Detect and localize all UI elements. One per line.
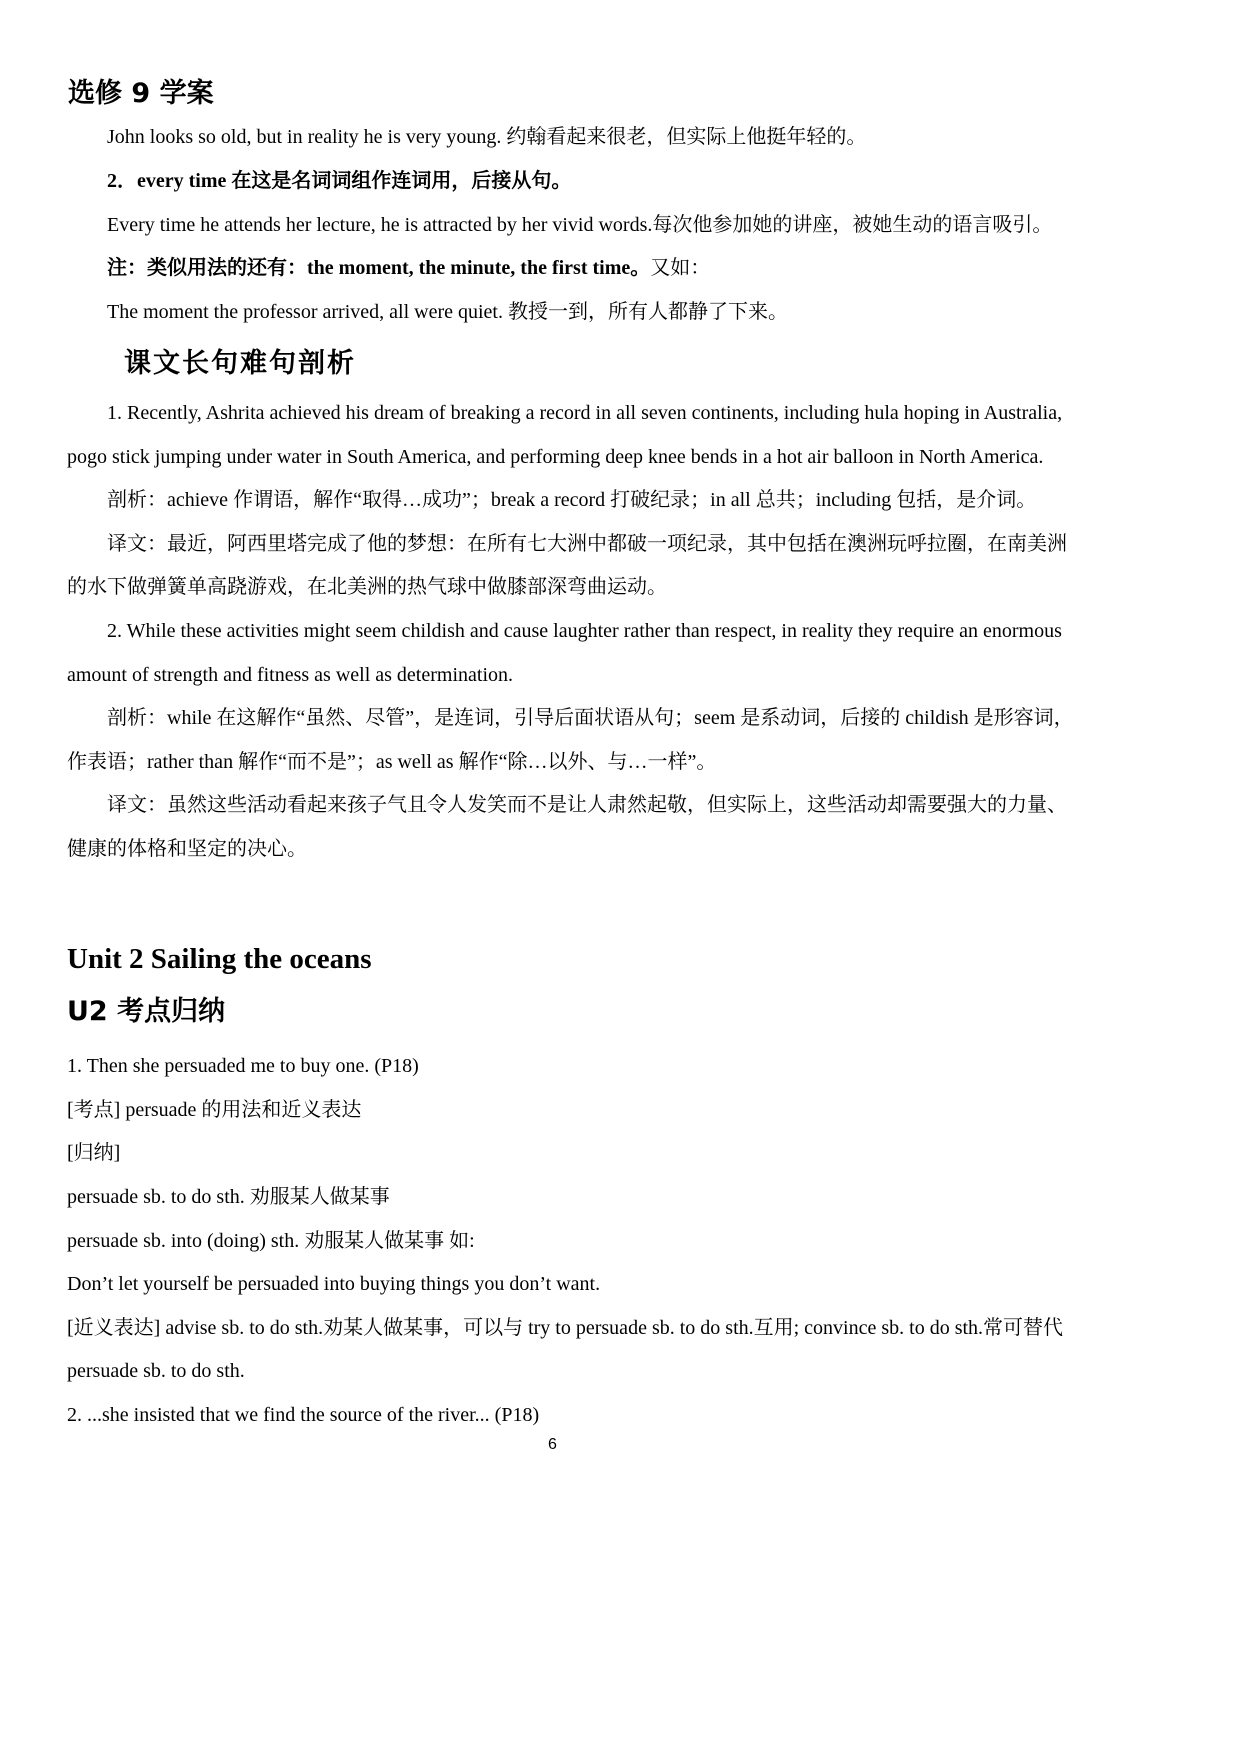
translation-line: 的水下做弹簧单高跷游戏，在北美洲的热气球中做膝部深弯曲运动。 xyxy=(67,576,667,598)
list-item: Don’t let yourself be persuaded into buying things you don’t want. xyxy=(67,1273,601,1295)
page-number: 6 xyxy=(548,1436,557,1453)
analysis-line: 作表语；rather than 解作“而不是”；as well as 解作“除…以外、与…一样”。 xyxy=(67,751,717,773)
note-tail: 又如： xyxy=(650,257,711,279)
translation-line: 健康的体格和坚定的决心。 xyxy=(67,838,307,860)
translation-line: 译文：最近，阿西里塔完成了他的梦想：在所有七大洲中都破一项纪录，其中包括在澳洲玩呼拉圈，在南美洲 xyxy=(107,533,1067,555)
list-item: persuade sb. into (doing) sth. 劝服某人做某事 如: xyxy=(67,1230,475,1252)
section-title: 课文长句难句剖析 xyxy=(124,348,356,379)
paragraph-line: 2. While these activities might seem childish and cause laughter rather than respect, in reality they require an enormous xyxy=(107,620,1062,642)
list-item: persuade sb. to do sth. 劝服某人做某事 xyxy=(67,1186,390,1208)
list-item: persuade sb. to do sth. xyxy=(67,1360,245,1382)
example-sentence: Every time he attends her lecture, he is attracted by her vivid words.每次他参加她的讲座，被她生动的语言吸引。 xyxy=(107,214,1053,236)
unit-subtitle: U2 考点归纳 xyxy=(67,996,226,1027)
list-item: [归纳] xyxy=(67,1142,121,1164)
point-heading: 2．every time 在这是名词词组作连词用，后接从句。 xyxy=(107,170,572,192)
example-sentence: The moment the professor arrived, all were quiet. 教授一到，所有人都静了下来。 xyxy=(107,301,788,323)
paragraph-line: amount of strength and fitness as well as determination. xyxy=(67,664,514,686)
list-item: [近义表达] advise sb. to do sth.劝某人做某事，可以与 try to persuade sb. to do sth.互用; convince sb. to do sth.常可替代 xyxy=(67,1317,1064,1339)
analysis-line: 剖析：achieve 作谓语，解作“取得…成功”；break a record 打破纪录；in all 总共；including 包括，是介词。 xyxy=(107,489,1037,511)
example-sentence: John looks so old, but in reality he is very young. 约翰看起来很老，但实际上他挺年轻的。 xyxy=(107,126,867,148)
unit-title: Unit 2 Sailing the oceans xyxy=(67,943,372,975)
note-line xyxy=(107,255,710,281)
paragraph-line: 1. Recently, Ashrita achieved his dream of breaking a record in all seven continents, including hula hoping in Australia, xyxy=(107,402,1063,424)
translation-line: 译文：虽然这些活动看起来孩子气且令人发笑而不是让人肃然起敬，但实际上，这些活动却需要强大的力量、 xyxy=(107,794,1067,816)
list-item: 2. ...she insisted that we find the source of the river... (P18) xyxy=(67,1404,540,1426)
page-header-title: 选修 9 学案 xyxy=(68,78,214,109)
list-item: [考点] persuade 的用法和近义表达 xyxy=(67,1099,362,1121)
paragraph-line: pogo stick jumping under water in South America, and performing deep knee bends in a hot air balloon in North America. xyxy=(67,446,1044,468)
list-item: 1. Then she persuaded me to buy one. (P18) xyxy=(67,1055,419,1077)
analysis-line: 剖析：while 在这解作“虽然、尽管”，是连词，引导后面状语从句；seem 是系动词，后接的 childish 是形容词， xyxy=(107,707,1074,729)
note-label: 注：类似用法的还有：the moment, the minute, the first time。 xyxy=(107,257,651,279)
